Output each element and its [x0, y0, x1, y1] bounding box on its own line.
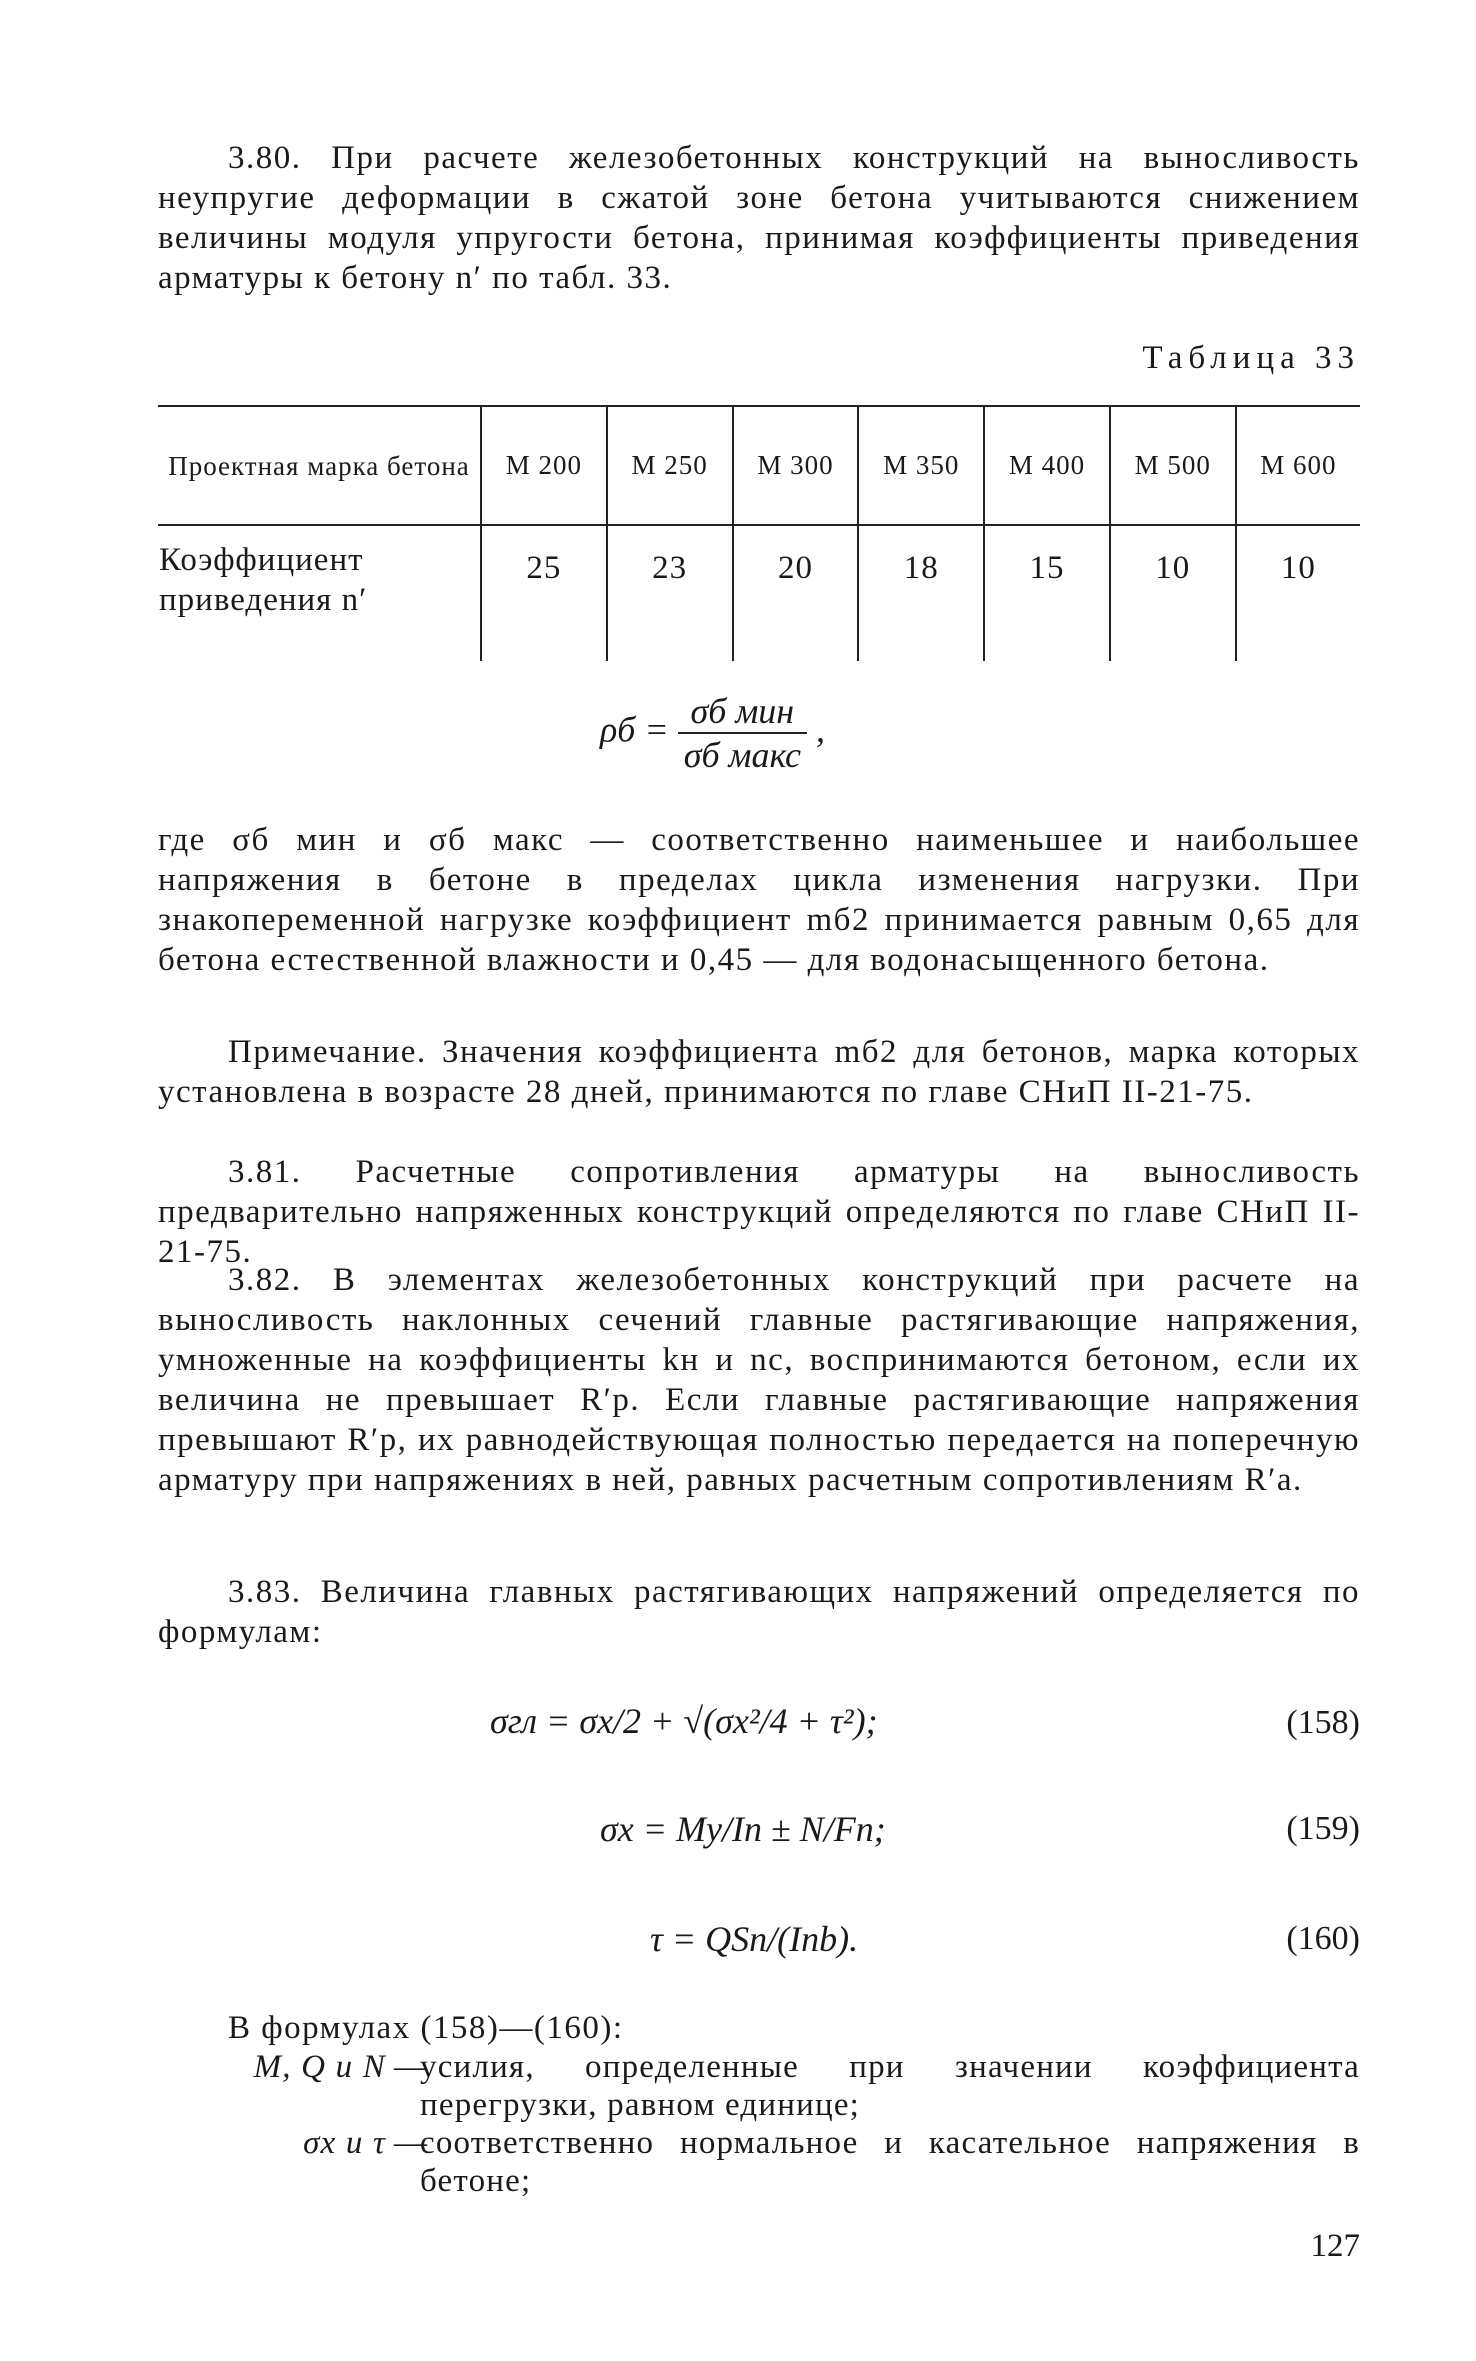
paragraph-where: где σб мин и σб макс — соответственно наименьшее и наибольшее напряжения в бетоне в пределах цикла изменения нагрузки. При знакопеременной нагрузке коэффициент mб2 принимается равным 0,65 для бетона естественной влажности и 0,45 — для водонасыщенного бетона. — [158, 822, 1360, 978]
paragraph-3-83: 3.83. Величина главных растягивающих напряжений определяется по формулам: — [158, 1574, 1360, 1650]
equation-159: σx = My/Iп ± N/Fп; — [600, 1809, 886, 1849]
formula-rho-fraction — [678, 690, 807, 776]
formula-rho-lhs: ρб = — [600, 709, 669, 750]
grade-cell: М 500 — [1110, 406, 1236, 525]
paragraph-3-82: 3.82. В элементах железобетонных конструкций при расчете на выносливость наклонных сечений главные растягивающие напряжения, умноженные на коэффициенты kн и nс, воспринимаются бетоном, если их величина не превышает R′р. Если главные растягивающие напряжения превышают R′р, их равнодействующая полностью передается на поперечную арматуру при напряжениях в ней, равных расчетным сопротивлениям R′а. — [158, 1262, 1360, 1498]
paragraph-3-80: 3.80. При расчете железобетонных конструкций на выносливость неупругие деформации в сжатой зоне бетона учитываются снижением величины модуля упругости бетона, принимая коэффициенты приведения арматуры к бетону n′ по табл. 33. — [158, 140, 1360, 296]
value-cell: 20 — [733, 525, 859, 661]
formula-rho-tail: , — [815, 709, 825, 750]
definition-row — [158, 2124, 1360, 2200]
definition-body: усилия, определенные при значении коэффициента перегрузки, равном единице; — [420, 2049, 1360, 2123]
grade-cell: М 600 — [1236, 406, 1360, 525]
in-formulas-line: В формулах (158)—(160): — [228, 2010, 624, 2046]
table-33 — [158, 405, 1360, 661]
value-cell: 10 — [1236, 525, 1360, 661]
equation-158-number: (158) — [1286, 1704, 1360, 1741]
formula-rho-denominator: σб макс — [683, 735, 801, 775]
definition-term: σx и τ — [303, 2125, 386, 2161]
value-cell: 18 — [858, 525, 984, 661]
equation-160-number: (160) — [1286, 1920, 1360, 1957]
grade-cell: М 250 — [607, 406, 733, 525]
note: Примечание. Значения коэффициента mб2 для бетонов, марка которых установлена в возрасте 28 дней, принимаются по главе СНиП II-21-75. — [158, 1034, 1360, 1110]
paragraph-3-81: 3.81. Расчетные сопротивления арматуры на выносливость предварительно напряженных конструкций определяются по главе СНиП II-21-75. — [158, 1154, 1360, 1270]
row-label: Коэффициент приведения n′ — [159, 542, 368, 618]
formula-rho — [600, 690, 825, 776]
table-caption: Таблица 33 — [1142, 340, 1360, 376]
value-cell: 10 — [1110, 525, 1236, 661]
definition-row — [158, 2048, 1360, 2124]
page-number: 127 — [1310, 2228, 1360, 2264]
equation-160: τ = QSп/(Iпb). — [650, 1919, 859, 1959]
definition-dash: — — [394, 2125, 429, 2161]
formula-rho-numerator: σб мин — [678, 690, 807, 734]
value-cell: 15 — [984, 525, 1110, 661]
grade-cell: М 300 — [733, 406, 859, 525]
value-cell: 23 — [607, 525, 733, 661]
grade-cell: М 350 — [858, 406, 984, 525]
header-label: Проектная марка бетона — [158, 406, 481, 525]
definition-term: M, Q и N — [253, 2049, 386, 2085]
table-header-row — [158, 406, 1360, 525]
definition-body: соответственно нормальное и касательное напряжения в бетоне; — [420, 2125, 1360, 2199]
table-value-row — [158, 525, 1360, 661]
definition-dash: — — [394, 2049, 429, 2085]
equation-158: σгл = σx/2 + √(σx²/4 + τ²); — [490, 1701, 878, 1741]
definitions-list — [158, 2048, 1360, 2200]
value-cell: 25 — [481, 525, 607, 661]
equation-159-number: (159) — [1286, 1810, 1360, 1847]
grade-cell: М 400 — [984, 406, 1110, 525]
grade-cell: М 200 — [481, 406, 607, 525]
